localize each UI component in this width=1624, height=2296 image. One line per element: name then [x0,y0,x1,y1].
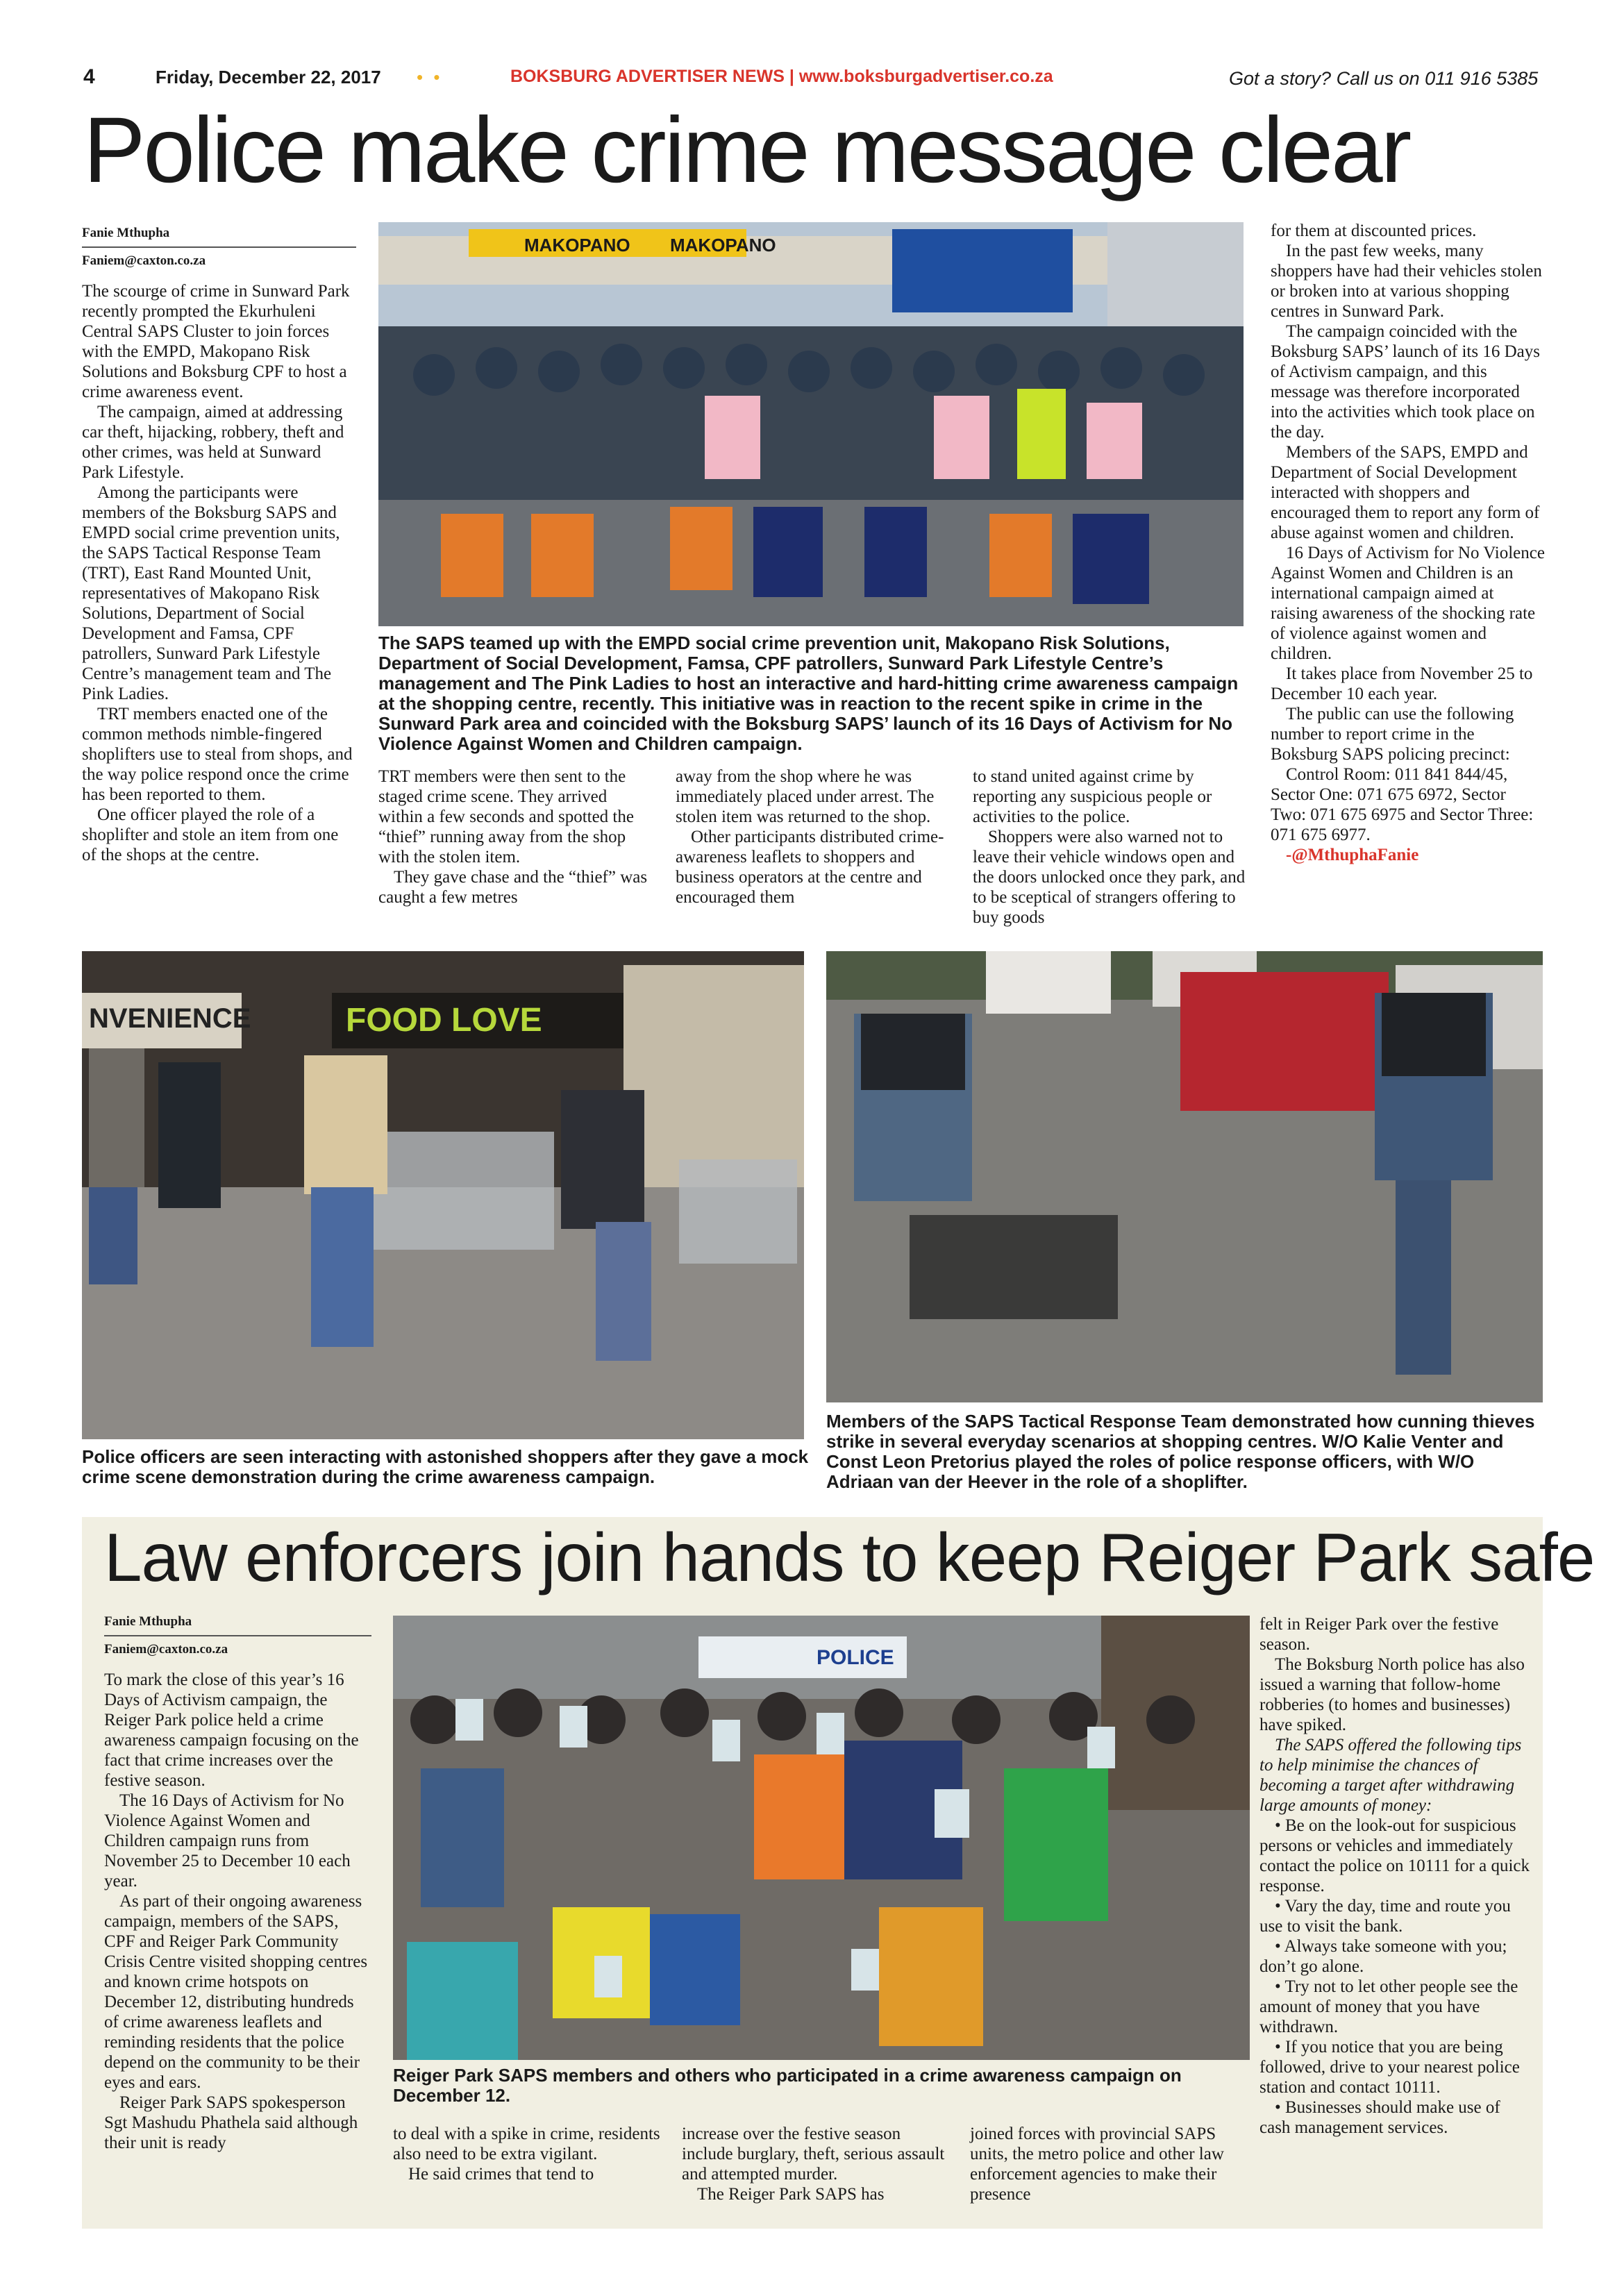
store-sign-food-love: FOOD LOVE [346,1002,542,1039]
tips-intro: The SAPS offered the following tips to help minimise the chances of becoming a target after withdrawing large amounts of money: [1259,1736,1522,1815]
paragraph: The 16 Days of Activism for No Violence Against Women and Children campaign runs from November 25 to December 10 each year. [104,1791,351,1891]
article2-byline-block [104,1614,371,1657]
reiger-park-photo-image [393,1616,1250,2060]
reiger-park-photo-caption: Reiger Park SAPS members and others who participated in a crime awareness campaign on December 12. [393,2065,1182,2106]
shoppers-photo [82,951,804,1439]
paragraph: joined forces with provincial SAPS units, the metro police and other law enforcement agencies to make their presence [970,2125,1224,2204]
article2-email[interactable]: Faniem@caxton.co.za [104,1642,228,1657]
paragraph: Among the participants were members of the Boksburg SAPS and EMPD social crime prevention units, the SAPS Tactical Response Team (TRT), East Rand Mounted Unit, representatives of Makopano Risk Solutions, Department of Social Development and Famsa, CPF patrollers, Sunward Park Lifestyle Centre’s management team and The Pink Ladies. [82,483,340,703]
paragraph: One officer played the role of a shoplifter and stole an item from one of the shops at the centre. [82,805,339,864]
tip-item: • Businesses should make use of cash management services. [1259,2098,1500,2137]
tip-item: • Be on the look-out for suspicious persons or vehicles and immediately contact the police on 10111 for a quick response. [1259,1816,1530,1895]
paragraph: He said crimes that tend to [408,2165,594,2184]
paragraph: Other participants distributed crime-awareness leaflets to shoppers and business operators at the centre and encouraged them [676,828,944,907]
arrest-demo-photo [826,951,1543,1402]
arrest-demo-photo-caption: Members of the SAPS Tactical Response Team demonstrated how cunning thieves strike in several everyday scenarios at shopping centres. W/O Kalie Venter and Const Leon Pretorius played the roles of police response officers, with W/O Adriaan van der Heever in the role of a shoplifter. [826,1411,1535,1492]
paragraph: increase over the festive season include burglary, theft, serious assault and attempted murder. [682,2125,945,2184]
tip-item: • Always take someone with you; don’t go alone. [1259,1937,1507,1976]
paragraph: to deal with a spike in crime, residents also need to be extra vigilant. [393,2125,660,2163]
article2-column-2 [393,2124,664,2184]
article2-column-3 [682,2124,953,2204]
paragraph: In the past few weeks, many shoppers have had their vehicles stolen or broken into at various shopping centres in Sunward Park. [1271,242,1542,321]
tip-item: • If you notice that you are being followed, drive to your nearest police station and contact 10111. [1259,2038,1520,2097]
paragraph: Shoppers were also warned not to leave their vehicle windows open and the doors unlocked once they park, and to be sceptical of strangers offering to buy goods [973,828,1246,927]
paragraph: Control Room: 011 841 844/45, Sector One: 071 675 6972, Sector Two: 071 675 6975 and Sector Three: 071 675 6977. [1271,765,1534,844]
paragraph: to stand united against crime by reporting any suspicious people or activities to the police. [973,767,1212,826]
author-twitter-handle[interactable]: -@MthuphaFanie [1286,846,1419,864]
shoppers-photo-image [82,951,804,1439]
article1-column-1 [82,281,356,865]
police-sign: POLICE [817,1646,894,1669]
article1-email[interactable]: Faniem@caxton.co.za [82,253,206,268]
article2-headline: Law enforcers join hands to keep Reiger Park safe [104,1519,1595,1595]
group-photo-caption: The SAPS teamed up with the EMPD social crime prevention unit, Makopano Risk Solutions, Department of Social Development, Famsa, CPF patrollers, Sunward Park Lifestyle Centre’s management and The Pink Ladies to host an interactive and hard-hitting crime awareness campaign at the shopping centre, recently. This initiative was in reaction to the recent spike in crime in the Sunward Park area and coincided with the Boksburg SAPS’ launch of its 16 Days of Activism for No Violence Against Women and Children campaign. [378,632,1239,754]
makopano-sign-1: MAKOPANO [524,235,630,255]
article1-column-4 [973,766,1247,928]
store-sign-convenience: NVENIENCE [89,1003,251,1034]
article1-column-2 [378,766,653,907]
article1-column-3 [676,766,950,907]
article1-byline-block [82,226,356,269]
story-tip-line: Got a story? Call us on 011 916 5385 [1229,68,1539,89]
paragraph: TRT members enacted one of the common methods nimble-fingered shoplifters use to steal from shops, and the way police respond once the crime has been reported to them. [82,705,353,804]
paragraph: They gave chase and the “thief” was caught a few metres [378,868,648,907]
makopano-sign-2: MAKOPANO [670,235,776,255]
paragraph: The scourge of crime in Sunward Park recently prompted the Ekurhuleni Central SAPS Cluster to join forces with the EMPD, Makopano Risk Solutions and Boksburg CPF to host a crime awareness event. [82,282,350,401]
article2-author: Fanie Mthupha [104,1614,192,1629]
paragraph: away from the shop where he was immediately placed under arrest. The stolen item was returned to the shop. [676,767,935,826]
paragraph: 16 Days of Activism for No Violence Against Women and Children is an international campaign aimed at raising awareness of the shocking rate of violence against women and children. [1271,544,1545,663]
paragraph: The public can use the following number to report crime in the Boksburg SAPS policing precinct: [1271,705,1514,764]
shoppers-photo-caption: Police officers are seen interacting with astonished shoppers after they gave a mock crime scene demonstration during the crime awareness campaign. [82,1446,809,1487]
paragraph: felt in Reiger Park over the festive season. [1259,1615,1499,1654]
group-photo [378,222,1244,626]
decorative-dots: • • [417,67,443,87]
group-photo-image [378,222,1244,626]
masthead[interactable]: BOKSBURG ADVERTISER NEWS | www.boksburgadvertiser.co.za [510,67,1053,86]
tip-item: • Try not to let other people see the amount of money that you have withdrawn. [1259,1977,1518,2036]
byline-rule [104,1635,371,1636]
paragraph: The campaign, aimed at addressing car theft, hijacking, robbery, theft and other crimes, was held at Sunward Park Lifestyle. [82,403,344,482]
article1-author: Fanie Mthupha [82,226,170,240]
paragraph: TRT members were then sent to the staged crime scene. They arrived within a few seconds and spotted the “thief” running away from the shop with the stolen item. [378,767,634,866]
paragraph: Members of the SAPS, EMPD and Department of Social Development interacted with shoppers and encouraged them to report any form of abuse against women and children. [1271,443,1540,542]
paragraph: The Reiger Park SAPS has [697,2185,885,2204]
paragraph: It takes place from November 25 to December 10 each year. [1271,664,1533,703]
article1-headline: Police make crime message clear [83,99,1410,202]
paragraph: Reiger Park SAPS spokesperson Sgt Mashudu Phathela said although their unit is ready [104,2093,358,2152]
tip-item: • Vary the day, time and route you use to visit the bank. [1259,1897,1511,1936]
issue-date: Friday, December 22, 2017 [156,67,381,87]
article1-column-5 [1271,221,1545,865]
article2-column-4 [970,2124,1248,2204]
paragraph: for them at discounted prices. [1271,221,1477,240]
paragraph: The Boksburg North police has also issued a warning that follow-home robberies (to homes and businesses) have spiked. [1259,1655,1525,1734]
article2-column-1 [104,1670,371,2153]
arrest-demo-photo-image [826,951,1543,1402]
paragraph: The campaign coincided with the Boksburg SAPS’ launch of its 16 Days of Activism campaign, and this message was therefore incorporated into the activities which took place on the day. [1271,322,1540,442]
paragraph: To mark the close of this year’s 16 Days of Activism campaign, the Reiger Park police held a crime awareness campaign focusing on the fact that crime increases over the festive season. [104,1670,359,1790]
reiger-park-photo [393,1616,1250,2060]
article2-column-5 [1259,1614,1532,2138]
byline-rule [82,246,356,248]
paragraph: As part of their ongoing awareness campaign, members of the SAPS, CPF and Reiger Park Community Crisis Centre visited shopping centres and known crime hotspots on December 12, distributing hundreds of crime awareness leaflets and reminding residents that the police depend on the community to be their eyes and ears. [104,1892,368,2092]
page-number: 4 [83,65,95,88]
